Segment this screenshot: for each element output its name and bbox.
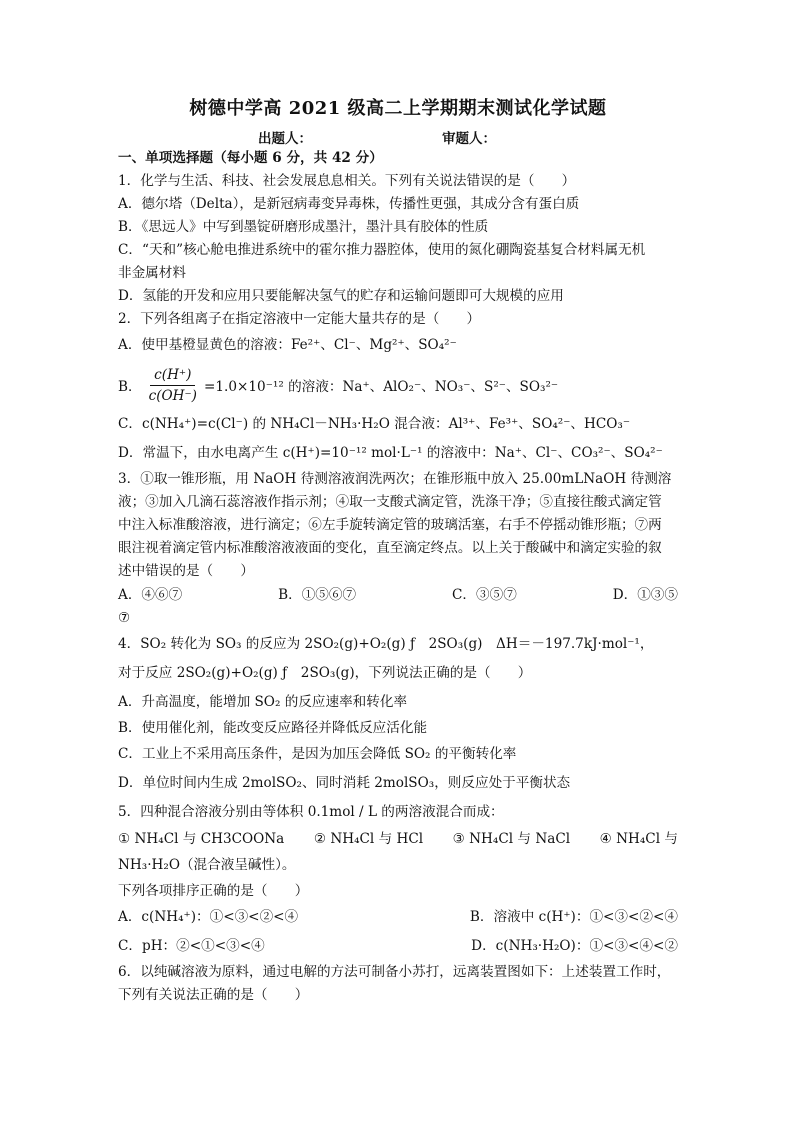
question-2 [118, 308, 678, 468]
q1-option-a: A．德尔塔（Delta），是新冠病毒变异毒株，传播性更强，其成分含有蛋白质 [118, 196, 580, 212]
question-6 [118, 961, 678, 1007]
q4-option-a: A．升高温度，能增加 SO₂ 的反应速率和转化率 [118, 694, 408, 710]
q3-line-2: 液；③加入几滴石蕊溶液作指示剂；④取一支酸式滴定管，洗涤干净；⑤直接往酸式滴定管 [118, 494, 662, 510]
q5-option-a: A．c(NH₄⁺)：①<③<②<④ [118, 909, 299, 925]
fraction-numerator: c(H⁺) [150, 365, 195, 386]
q5-option-b: B．溶液中 c(H⁺)：①<③<②<④ [469, 909, 678, 925]
authors-line [118, 127, 678, 147]
q3-line-4: 眼注视着滴定管内标准酸溶液液面的变化，直至滴定终点。以上关于酸碱中和滴定实验的叙 [118, 540, 662, 556]
q4-option-c: C．工业上不采用高压条件，是因为加压会降低 SO₂ 的平衡转化率 [118, 746, 517, 762]
q5-mixture-4: ④ NH₄Cl 与 [599, 831, 678, 847]
reviewer-label: 审题人： [442, 131, 496, 147]
question-3 [118, 468, 678, 630]
fraction-denominator: c(OH⁻) [148, 387, 197, 404]
q2-stem: 2．下列各组离子在指定溶液中一定能大量共存的是（ ） [118, 311, 481, 327]
q3-options [118, 583, 678, 607]
q5-line-1: 5．四种混合溶液分别由等体积 0.1mol / L 的两溶液混合而成： [118, 804, 504, 820]
q5-mixture-3: ③ NH₄Cl 与 NaCl [452, 831, 571, 847]
q2-option-c: C．c(NH₄⁺)=c(Cl⁻) 的 NH₄Cl－NH₃·H₂O 混合液：Al³⁺、Fe³⁺、SO₄²⁻、HCO₃⁻ [118, 416, 631, 432]
q3-option-d-cont: ⑦ [118, 610, 131, 626]
q3-option-c: C．③⑤⑦ [452, 587, 517, 603]
q1-stem: 1．化学与生活、科技、社会发展息息相关。下列有关说法错误的是（ ） [118, 173, 576, 189]
q4-line-2: 对于反应 2SO₂(g)+O₂(g) ƒ 2SO₃(g)，下列说法正确的是（ ） [118, 665, 532, 681]
question-1 [118, 170, 678, 308]
q1-option-c-cont: 非金属材料 [118, 265, 186, 281]
q5-line-3: 下列各项排序正确的是（ ） [118, 883, 309, 899]
question-4 [118, 630, 678, 798]
q2-option-d: D．常温下，由水电离产生 c(H⁺)=10⁻¹² mol·L⁻¹ 的溶液中：Na⁺、Cl⁻、CO₃²⁻、SO₄²⁻ [118, 445, 663, 461]
q2-option-b-rest: =1.0×10⁻¹² 的溶液：Na⁺、AlO₂⁻、NO₃⁻、S²⁻、SO₃²⁻ [204, 379, 559, 395]
q5-mixtures [118, 827, 678, 851]
q1-option-b: B．《思远人》中写到墨锭研磨形成墨汁，墨汁具有胶体的性质 [118, 219, 489, 235]
section-heading: 一、单项选择题（每小题 6 分，共 42 分） [118, 150, 383, 166]
q3-line-1: 3．①取一锥形瓶，用 NaOH 待测溶液润洗两次；在锥形瓶中放入 25.00mLNaOH 待测溶 [118, 471, 672, 487]
setter-label: 出题人： [258, 131, 312, 147]
q4-line-1: 4．SO₂ 转化为 SO₃ 的反应为 2SO₂(g)+O₂(g) ƒ 2SO₃(g) ΔH＝－197.7kJ·mol⁻¹， [118, 636, 654, 652]
q2-fraction [145, 365, 201, 406]
q3-option-d: D．①③⑤ [612, 587, 678, 603]
q2-option-b-prefix: B． [118, 379, 142, 395]
q1-option-d: D．氢能的开发和应用只要能解决氢气的贮存和运输问题即可大规模的应用 [118, 288, 564, 304]
q3-line-3: 中注入标准酸溶液，进行滴定；⑥左手旋转滴定管的玻璃活塞，右手不停摇动锥形瓶；⑦两 [118, 517, 662, 533]
q5-option-c: C．pH：②<①<③<④ [118, 938, 265, 954]
q1-option-c: C．“天和”核心舱电推进系统中的霍尔推力器腔体，使用的氮化硼陶瓷基复合材料属无机 [118, 242, 646, 258]
q4-option-b: B．使用催化剂，能改变反应路径并降低反应活化能 [118, 720, 428, 736]
exam-title: 树德中学高 2021 级高二上学期期末测试化学试题 [189, 98, 607, 119]
q6-line-1: 6．以纯碱溶液为原料，通过电解的方法可制备小苏打，远离装置图如下：上述装置工作时， [118, 964, 671, 980]
q3-line-5: 述中错误的是（ ） [118, 563, 254, 579]
q3-option-b: B．①⑤⑥⑦ [278, 587, 357, 603]
q6-line-2: 下列有关说法正确的是（ ） [118, 987, 309, 1003]
q2-option-b [118, 360, 678, 410]
q5-options-ab [118, 903, 678, 932]
exam-page [118, 96, 678, 1007]
q3-option-a: A．④⑥⑦ [118, 587, 183, 603]
q4-option-d: D．单位时间内生成 2molSO₂、同时消耗 2molSO₃，则反应处于平衡状态 [118, 775, 571, 791]
q5-option-d: D．c(NH₃·H₂O)：①<③<④<② [471, 938, 678, 954]
q5-mixture-1: ① NH₄Cl 与 CH3COONa [118, 831, 285, 847]
q5-line-2: NH₃·H₂O（混合液呈碱性）。 [118, 857, 296, 873]
q5-options-cd [118, 932, 678, 961]
question-5 [118, 798, 678, 961]
q5-mixture-2: ② NH₄Cl 与 HCl [313, 831, 424, 847]
q2-option-a: A．使甲基橙显黄色的溶液：Fe²⁺、Cl⁻、Mg²⁺、SO₄²⁻ [118, 337, 457, 353]
